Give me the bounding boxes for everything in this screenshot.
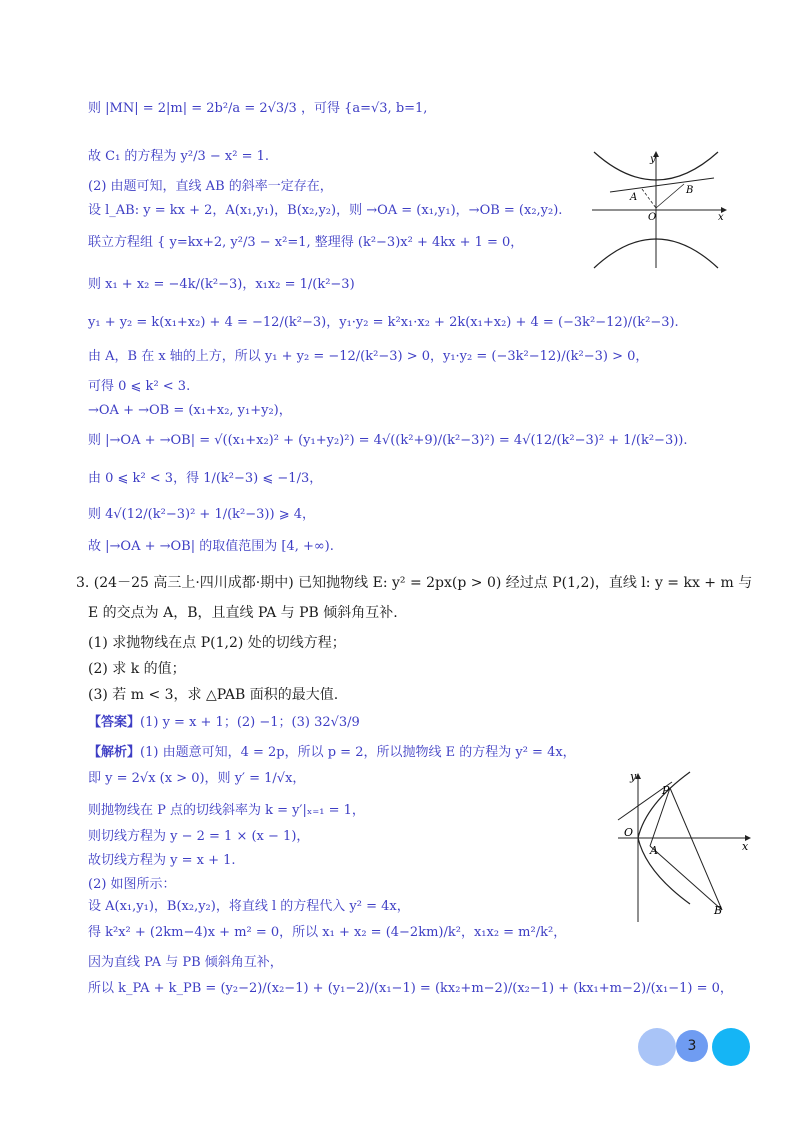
segment-pb xyxy=(670,788,722,910)
question-sub-1: (1) 求抛物线在点 P(1,2) 处的切线方程； xyxy=(88,635,346,651)
origin-label: O xyxy=(624,826,634,839)
analysis-line-3: 则抛物线在 P 点的切线斜率为 k = y′|ₓ₌₁ = 1， xyxy=(88,803,365,818)
solution-line-3: (2) 由题可知，直线 AB 的斜率一定存在， xyxy=(88,179,333,194)
solution-line-1: 则 |MN| = 2|m| = 2b²/a = 2√3/3 ，可得 {a=√3, b=1, xyxy=(88,101,428,116)
solution-line-5: 联立方程组 { y=kx+2, y²/3 − x²=1, 整理得 (k²−3)x² + 4kx + 1 = 0， xyxy=(88,235,524,250)
solution-line-8: 由 A，B 在 x 轴的上方，所以 y₁ + y₂ = −12/(k²−3) > 0，y₁·y₂ = (−3k²−12)/(k²−3) > 0， xyxy=(88,349,649,364)
question-sub-3: (3) 若 m < 3，求 △PAB 面积的最大值. xyxy=(88,687,339,703)
solution-line-13: 则 4√(12/(k²−3)² + 1/(k²−3)) ⩾ 4， xyxy=(88,507,315,522)
analysis-line-9: 因为直线 PA 与 PB 倾斜角互补， xyxy=(88,955,283,970)
point-p-label: P xyxy=(662,784,670,797)
page-decor-circle-left xyxy=(638,1028,676,1066)
solution-line-11: 则 |→OA + →OB| = √((x₁+x₂)² + (y₁+y₂)²) = 4√((k²+9)/(k²−3)²) = 4√(12/(k²−3)² + 1/(k²−3)). xyxy=(88,433,688,448)
solution-line-12: 由 0 ⩽ k² < 3，得 1/(k²−3) ⩽ −1/3， xyxy=(88,471,323,486)
solution-line-4: 设 l_AB: y = kx + 2，A(x₁,y₁)，B(x₂,y₂)，则 →OA = (x₁,y₁)，→OB = (x₂,y₂). xyxy=(88,203,563,218)
analysis-tag: 【解析】 xyxy=(88,745,141,760)
solution-line-2: 故 C₁ 的方程为 y²/3 − x² = 1. xyxy=(88,149,270,164)
point-b-label: B xyxy=(714,904,723,917)
solution-line-7: y₁ + y₂ = k(x₁+x₂) + 4 = −12/(k²−3)，y₁·y₂ = k²x₁·x₂ + 2k(x₁+x₂) + 4 = (−3k²−12)/(k²−3). xyxy=(88,315,679,330)
y-label: y xyxy=(630,770,637,783)
analysis-line-6: (2) 如图所示： xyxy=(88,877,176,892)
analysis-line-4: 则切线方程为 y − 2 = 1 × (x − 1)， xyxy=(88,829,310,844)
analysis-line-5: 故切线方程为 y = x + 1. xyxy=(88,853,236,868)
analysis-line-7: 设 A(x₁,y₁)，B(x₂,y₂)，将直线 l 的方程代入 y² = 4x， xyxy=(88,899,410,914)
page-number: 3 xyxy=(676,1030,708,1062)
solution-line-14: 故 |→OA + →OB| 的取值范围为 [4, +∞). xyxy=(88,539,334,554)
question-sub-2: (2) 求 k 的值； xyxy=(88,661,186,677)
question-line-2: E 的交点为 A，B，且直线 PA 与 PB 倾斜角互补. xyxy=(88,605,398,621)
point-a-label: A xyxy=(650,844,658,857)
solution-line-9: 可得 0 ⩽ k² < 3. xyxy=(88,379,191,394)
page-decor-circle-right xyxy=(712,1028,750,1066)
question-line-1: 3. (24－25 高三上·四川成都·期中) 已知抛物线 E: y² = 2px(p > 0) 经过点 P(1,2)，直线 l: y = kx + m 与 xyxy=(76,575,753,591)
x-label: x xyxy=(718,212,724,223)
answer-line xyxy=(88,714,360,732)
parabola-lower xyxy=(638,838,690,904)
x-label: x xyxy=(742,840,749,853)
point-a-label: A xyxy=(630,192,638,203)
origin-label: O xyxy=(648,212,657,223)
analysis-line-2: 即 y = 2√x (x > 0)，则 y′ = 1/√x， xyxy=(88,771,306,786)
answer-text: (1) y = x + 1；(2) −1；(3) 32√3/9 xyxy=(140,715,360,730)
point-b-label: B xyxy=(686,185,694,196)
analysis-line-10: 所以 k_PA + k_PB = (y₂−2)/(x₂−1) + (y₁−2)/(x₁−1) = (kx₂+m−2)/(x₂−1) + (kx₁+m−2)/(x₁−1) = 0， xyxy=(88,981,733,996)
parabola-figure xyxy=(610,768,754,924)
analysis-line-8: 得 k²x² + (2km−4)x + m² = 0，所以 x₁ + x₂ = (4−2km)/k²，x₁x₂ = m²/k²， xyxy=(88,925,567,940)
analysis-text-1: (1) 由题意可知，4 = 2p，所以 p = 2，所以抛物线 E 的方程为 y² = 4x， xyxy=(140,745,576,760)
solution-line-6: 则 x₁ + x₂ = −4k/(k²−3)，x₁x₂ = 1/(k²−3) xyxy=(88,277,355,292)
segment-oa xyxy=(642,189,656,208)
segment-ob xyxy=(656,184,684,208)
analysis-line-1 xyxy=(88,744,576,762)
y-label: y xyxy=(650,154,656,165)
answer-tag: 【答案】 xyxy=(88,715,141,730)
solution-line-10: →OA + →OB = (x₁+x₂, y₁+y₂)， xyxy=(88,403,292,418)
hyperbola-figure xyxy=(590,148,730,270)
